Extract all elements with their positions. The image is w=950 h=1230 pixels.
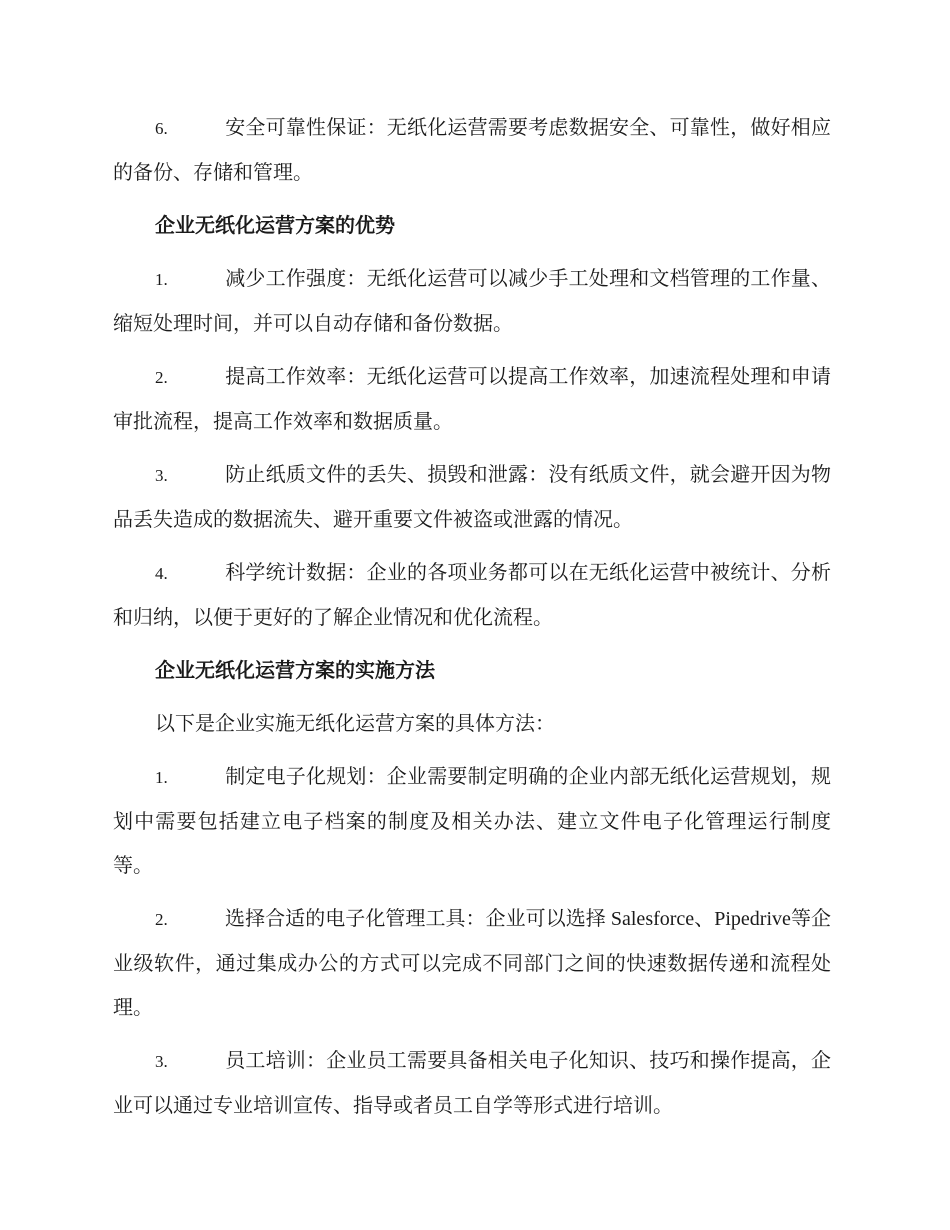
list-text: 提高工作效率：无纸化运营可以提高工作效率，加速流程处理和申请审批流程，提高工作效率和数据质量。: [113, 366, 831, 433]
method-item: [113, 1039, 831, 1128]
document-body: [113, 106, 831, 1137]
list-number: 1.: [155, 270, 168, 289]
methods-intro: 以下是企业实施无纸化运营方案的具体方法：: [155, 713, 555, 735]
list-text: 安全可靠性保证：无纸化运营需要考虑数据安全、可靠性，做好相应的备份、存储和管理。: [113, 117, 831, 184]
list-text: 减少工作强度：无纸化运营可以减少手工处理和文档管理的工作量、缩短处理时间，并可以自动存储和备份数据。: [113, 268, 831, 335]
list-number: 1.: [155, 768, 168, 787]
method-item: [113, 755, 831, 888]
list-text: 科学统计数据：企业的各项业务都可以在无纸化运营中被统计、分析和归纳，以便于更好的了解企业情况和优化流程。: [113, 562, 831, 629]
list-text: 员工培训：企业员工需要具备相关电子化知识、技巧和操作提高，企业可以通过专业培训宣传、指导或者员工自学等形式进行培训。: [113, 1050, 831, 1117]
advantage-item: [113, 551, 831, 640]
advantage-item: [113, 355, 831, 444]
list-number: 6.: [155, 119, 168, 138]
advantage-item: [113, 257, 831, 346]
list-number: 3.: [155, 466, 168, 485]
list-number: 4.: [155, 564, 168, 583]
section-heading-advantages: 企业无纸化运营方案的优势: [155, 215, 395, 237]
list-text: 制定电子化规划：企业需要制定明确的企业内部无纸化运营规划，规划中需要包括建立电子档案的制度及相关办法、建立文件电子化管理运行制度等。: [113, 766, 831, 877]
list-text: 防止纸质文件的丢失、损毁和泄露：没有纸质文件，就会避开因为物品丢失造成的数据流失、避开重要文件被盗或泄露的情况。: [113, 464, 831, 531]
list-item-6: [113, 106, 831, 195]
advantage-item: [113, 453, 831, 542]
section-heading-methods: 企业无纸化运营方案的实施方法: [155, 660, 435, 682]
list-number: 3.: [155, 1052, 168, 1071]
method-item: [113, 897, 831, 1030]
list-number: 2.: [155, 368, 168, 387]
list-text: 选择合适的电子化管理工具：企业可以选择 Salesforce、Pipedrive等企业级软件，通过集成办公的方式可以完成不同部门之间的快速数据传递和流程处理。: [113, 908, 831, 1019]
list-number: 2.: [155, 910, 168, 929]
